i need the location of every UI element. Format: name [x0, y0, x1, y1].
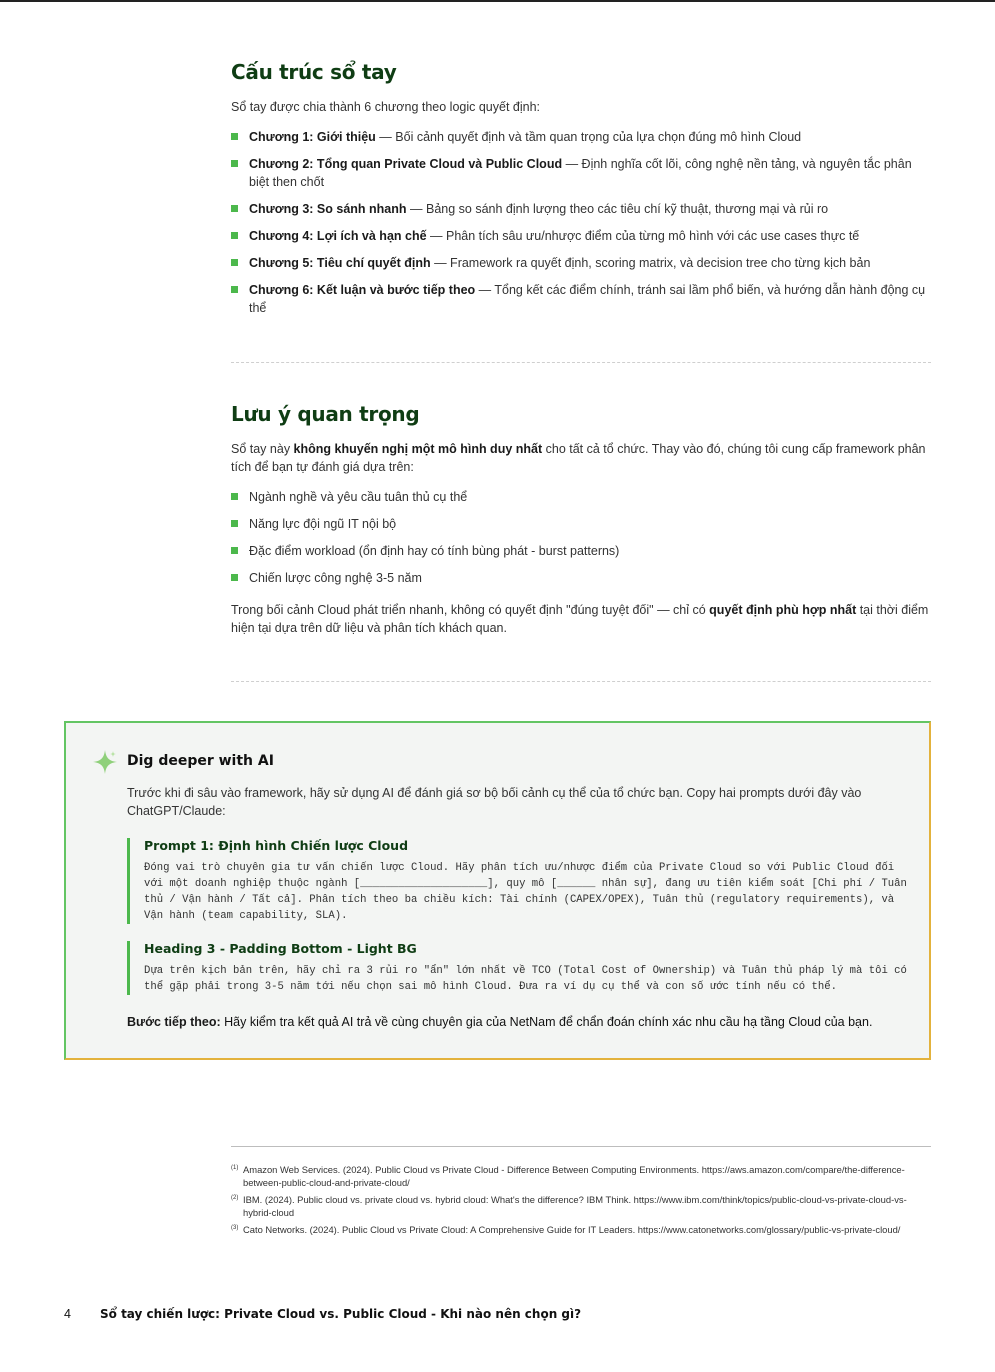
page-footer	[64, 1307, 581, 1321]
footnote: (1) Amazon Web Services. (2024). Public Cloud vs Private Cloud - Difference Between Computing Environments. https://aws.amazon.com/compare/the-difference-between-public-cloud-and-private-cloud/	[231, 1164, 905, 1188]
section-structure	[231, 60, 931, 326]
bullet-square-icon	[231, 547, 238, 554]
top-rule	[0, 0, 995, 2]
chapter-list	[231, 128, 931, 317]
list-item: Chương 1: Giới thiệu — Bối cảnh quyết định và tầm quan trọng của lựa chọn đúng mô hình Cloud	[231, 128, 931, 146]
bullet-square-icon	[231, 574, 238, 581]
section-intro: Sổ tay này không khuyến nghị một mô hình duy nhất cho tất cả tổ chức. Thay vào đó, chúng tôi cung cấp framework phân tích để bạn tự đánh giá dựa trên:	[231, 442, 926, 474]
section-title: Lưu ý quan trọng	[231, 402, 420, 426]
list-item: Chiến lược công nghệ 3-5 năm	[231, 569, 931, 587]
prompt-block	[127, 941, 914, 995]
bullet-square-icon	[231, 493, 238, 500]
footnote: (3) Cato Networks. (2024). Public Cloud vs Private Cloud: A Comprehensive Guide for IT Leaders. https://www.catonetworks.com/glossary/public-vs-private-cloud/	[231, 1224, 901, 1235]
ai-box-title: Dig deeper with AI	[127, 753, 274, 769]
list-item: Năng lực đội ngũ IT nội bộ	[231, 515, 931, 533]
section-title: Cấu trúc sổ tay	[231, 60, 397, 84]
document-title: Sổ tay chiến lược: Private Cloud vs. Public Cloud - Khi nào nên chọn gì?	[100, 1307, 582, 1321]
bullet-square-icon	[231, 205, 238, 212]
list-item: Chương 3: So sánh nhanh — Bảng so sánh định lượng theo các tiêu chí kỹ thuật, thương mại và rủi ro	[231, 200, 931, 218]
page-number: 4	[64, 1307, 71, 1321]
list-item: Đặc điểm workload (ổn định hay có tính bùng phát - burst patterns)	[231, 542, 931, 560]
section-intro: Sổ tay được chia thành 6 chương theo logic quyết định:	[231, 100, 541, 114]
prompt-block	[127, 838, 914, 924]
bullet-square-icon	[231, 133, 238, 140]
list-item: Ngành nghề và yêu cầu tuân thủ cụ thể	[231, 488, 931, 506]
sparkle-icon	[92, 749, 118, 775]
footnote-rule	[231, 1146, 931, 1147]
list-item: Chương 6: Kết luận và bước tiếp theo — Tổng kết các điểm chính, tránh sai lầm phổ biến, và hướng dẫn hành động cụ thể	[231, 281, 931, 317]
list-item: Chương 4: Lợi ích và hạn chế — Phân tích sâu ưu/nhược điểm của từng mô hình với các use cases thực tế	[231, 227, 931, 245]
section-divider	[231, 681, 931, 682]
section-closing: Trong bối cảnh Cloud phát triển nhanh, không có quyết định "đúng tuyệt đối" — chỉ có quyết định phù hợp nhất tại thời điểm hiện tại dựa trên dữ liệu và phân tích khách quan.	[231, 603, 929, 635]
footnotes	[231, 1163, 921, 1240]
bullet-square-icon	[231, 232, 238, 239]
footnote: (2) IBM. (2024). Public cloud vs. private cloud vs. hybrid cloud: What's the difference? IBM Think. https://www.ibm.com/think/topics/public-cloud-vs-private-cloud-vs-hybrid-cloud	[231, 1194, 907, 1218]
section-important-notes	[231, 402, 931, 637]
bullet-square-icon	[231, 520, 238, 527]
criteria-list	[231, 488, 931, 587]
list-item: Chương 2: Tổng quan Private Cloud và Public Cloud — Định nghĩa cốt lõi, công nghệ nền tảng, và nguyên tắc phân biệt then chốt	[231, 155, 931, 191]
section-divider	[231, 362, 931, 363]
ai-box-intro: Trước khi đi sâu vào framework, hãy sử dụng AI để đánh giá sơ bộ bối cảnh cụ thể của tổ chức bạn. Copy hai prompts dưới đây vào ChatGPT/Claude:	[127, 786, 862, 818]
bullet-square-icon	[231, 160, 238, 167]
prompt-text[interactable]: Dựa trên kịch bản trên, hãy chỉ ra 3 rủi ro "ẩn" lớn nhất về TCO (Total Cost of Ownership) và Tuân thủ pháp lý mà tôi có thể gặp phải trong 3-5 năm tới nếu chọn sai mô hình Cloud. Đưa ra ví dụ cụ thể và con số ước tính nếu có thể.	[144, 965, 914, 993]
ai-callout-box	[64, 721, 931, 1060]
bullet-square-icon	[231, 259, 238, 266]
next-step: Bước tiếp theo: Hãy kiểm tra kết quả AI trả về cùng chuyên gia của NetNam để chẩn đoán chính xác nhu cầu hạ tầng Cloud của bạn.	[127, 1015, 873, 1029]
prompt-title: Heading 3 - Padding Bottom - Light BG	[144, 941, 417, 956]
prompt-text[interactable]: Đóng vai trò chuyên gia tư vấn chiến lược Cloud. Hãy phân tích ưu/nhược điểm của Private Cloud so với Public Cloud đối với một doanh nghiệp thuộc ngành [____________________], quy mô [______ nhân sự], đang ưu tiên kiểm soát [Chi phí / Tuân thủ / Vận hành / Tất cả]. Phân tích theo ba chiều kích: Tài chính (CAPEX/OPEX), Tuân thủ (regulatory requirements), và Vận hành (team capability, SLA).	[144, 862, 914, 922]
bullet-square-icon	[231, 286, 238, 293]
list-item: Chương 5: Tiêu chí quyết định — Framework ra quyết định, scoring matrix, và decision tree cho từng kịch bản	[231, 254, 931, 272]
prompt-title: Prompt 1: Định hình Chiến lược Cloud	[144, 838, 409, 853]
